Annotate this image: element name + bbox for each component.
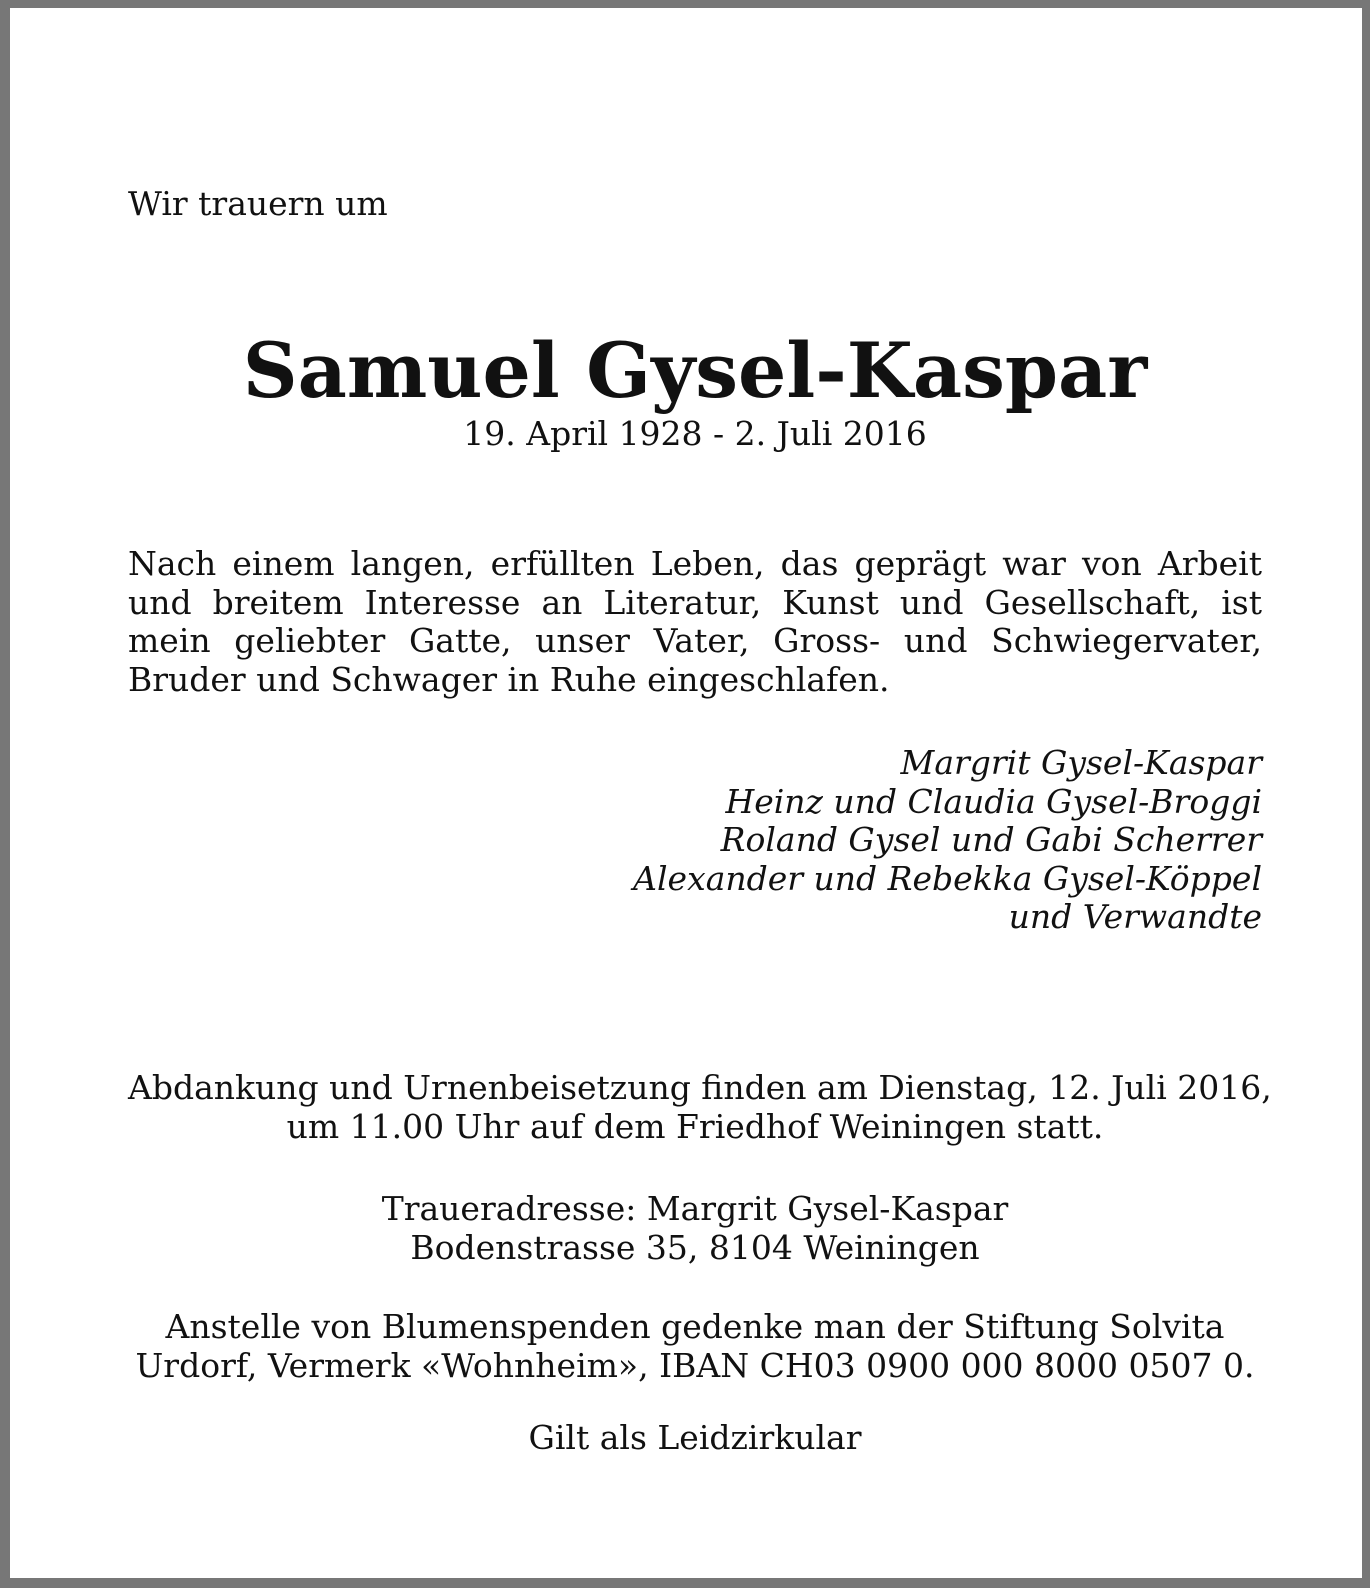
obituary-paragraph: Nach einem langen, erfüllten Leben, das geprägt war von Arbeit und breitem Interesse an Literatur, Kunst und Gesellschaft, ist mein geliebter Gatte, unser Vater, Gross- und Schwiegervater, Bruder und Schwager in Ruhe eingeschlafen.: [128, 544, 1262, 699]
mourner-name: Margrit Gysel-Kaspar: [900, 743, 1262, 782]
life-dates: 19. April 1928 - 2. Juli 2016: [463, 414, 927, 453]
ceremony-line: um 11.00 Uhr auf dem Friedhof Weiningen statt.: [286, 1106, 1104, 1146]
mourner-name: Heinz und Claudia Gysel-Broggi: [725, 781, 1262, 821]
mourners-list: [128, 744, 1262, 937]
donation-line: Anstelle von Blumenspenden gedenke man der Stiftung Solvita: [165, 1307, 1225, 1346]
donation-info: [128, 1308, 1262, 1385]
circular-note: Gilt als Leidzirkular: [528, 1418, 862, 1457]
mourning-address: [128, 1190, 1262, 1267]
intro-text: Wir trauern um: [128, 184, 388, 223]
donation-line: Urdorf, Vermerk «Wohnheim», IBAN CH03 0900 000 8000 0507 0.: [135, 1345, 1255, 1385]
deceased-name: Samuel Gysel-Kaspar: [242, 326, 1148, 415]
mourner-name: Roland Gysel und Gabi Scherrer: [720, 820, 1262, 859]
ceremony-line: Abdankung und Urnenbeisetzung finden am Dienstag, 12. Juli 2016,: [128, 1068, 1272, 1107]
ceremony-info: [128, 1068, 1272, 1146]
mourner-name: Alexander und Rebekka Gysel-Köppel: [633, 858, 1262, 898]
address-line: Traueradresse: Margrit Gysel-Kaspar: [381, 1189, 1009, 1228]
address-line: Bodenstrasse 35, 8104 Weiningen: [410, 1227, 980, 1267]
mourner-name: und Verwandte: [1008, 897, 1262, 936]
